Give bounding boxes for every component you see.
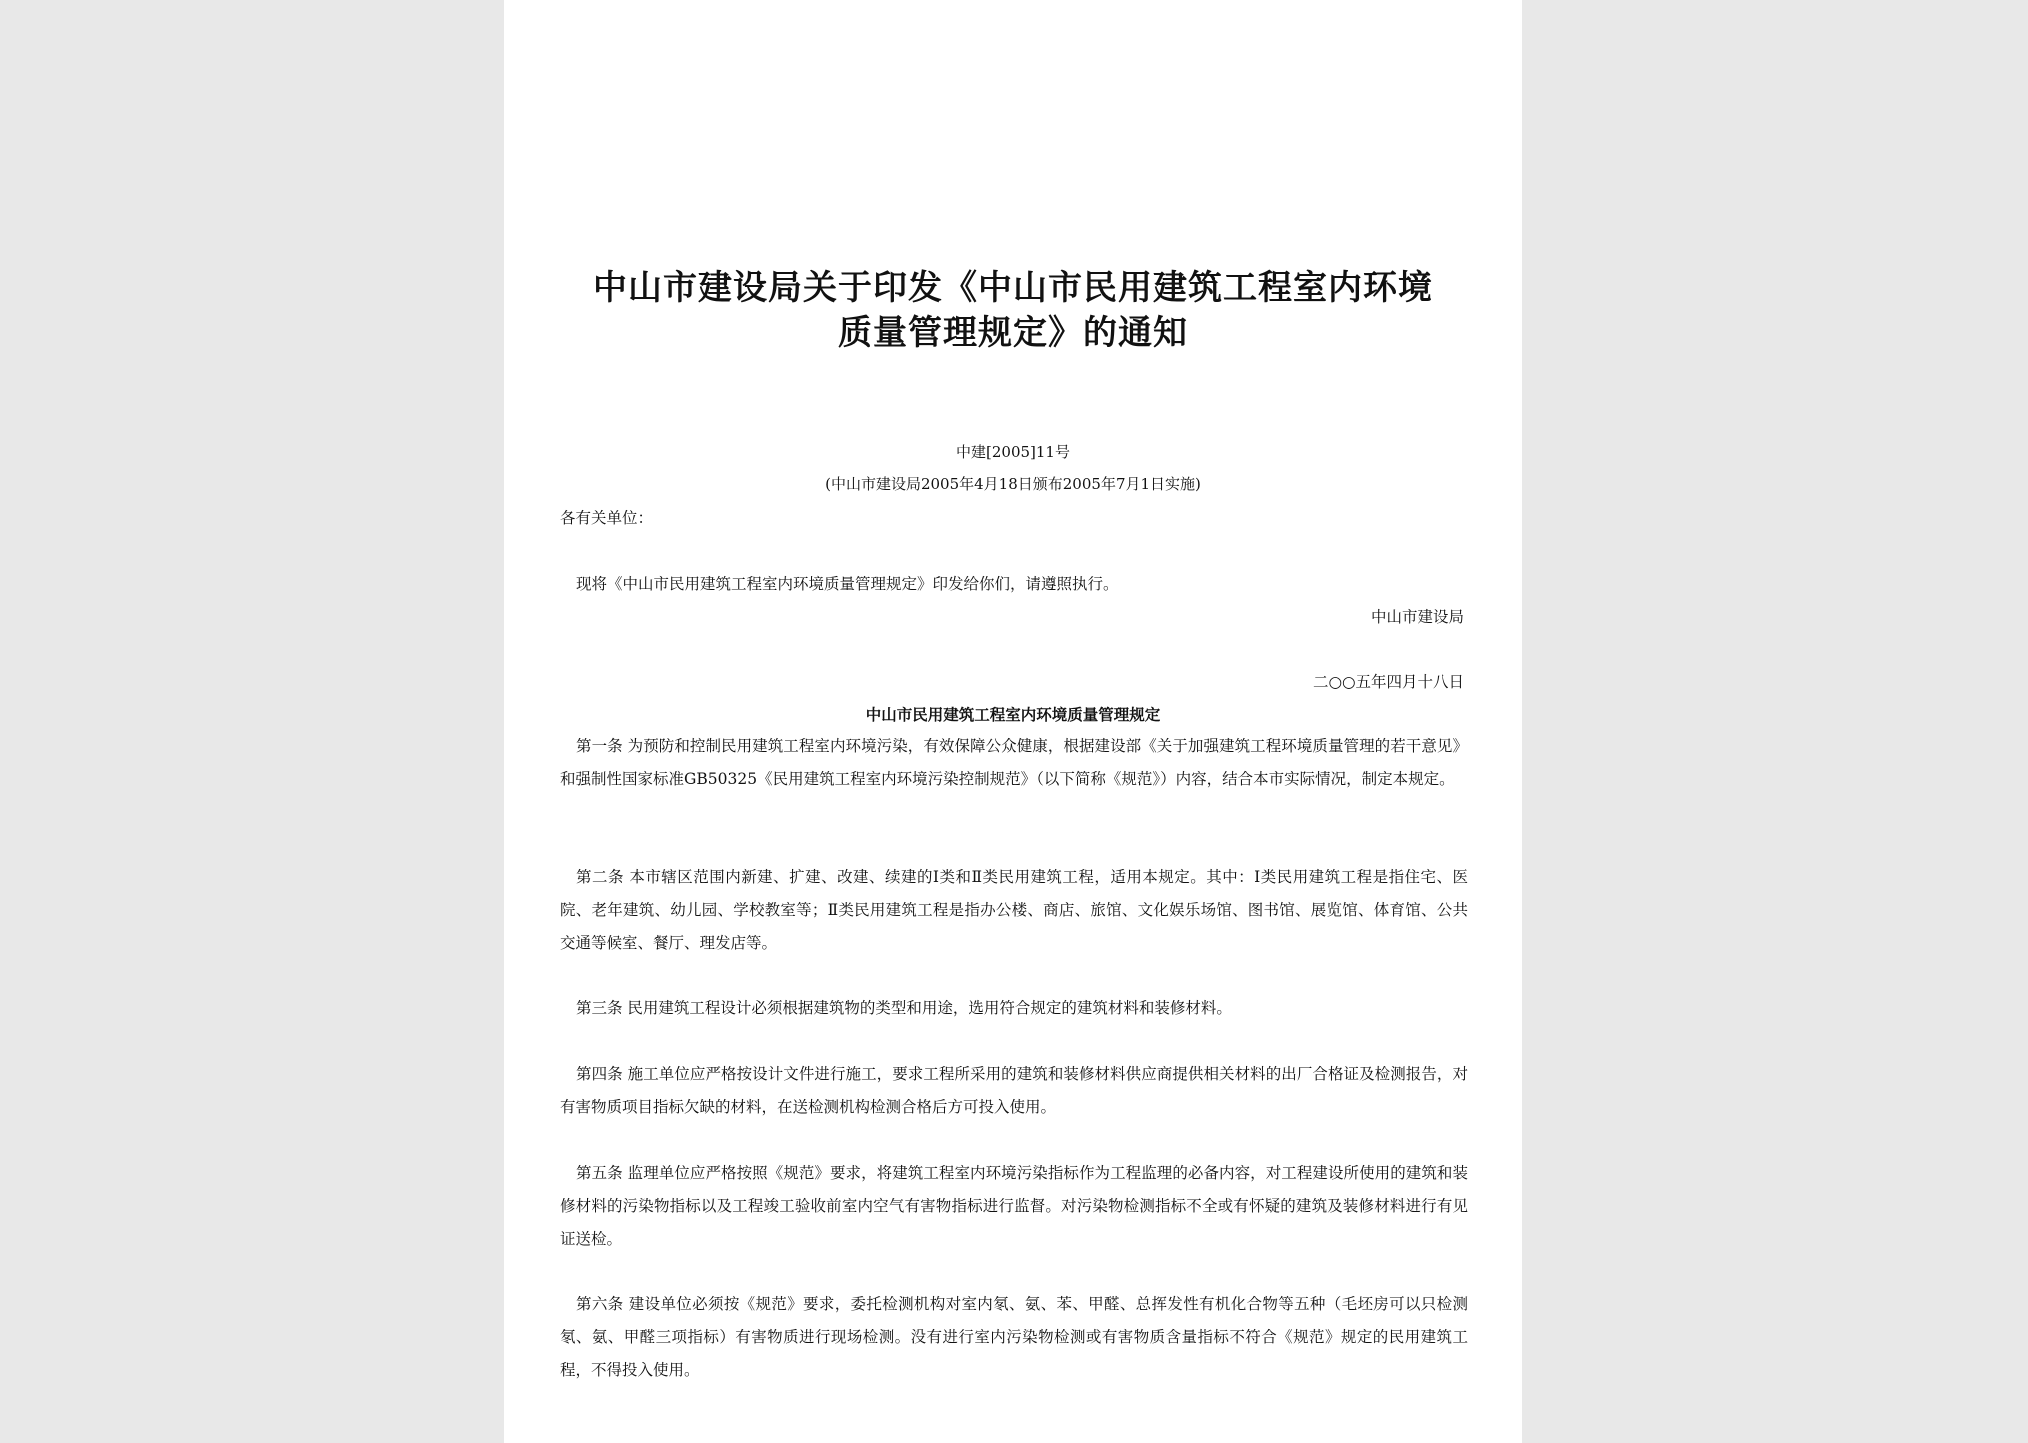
document-title-line-2: 质量管理规定》的通知 (838, 313, 1188, 353)
article-6: 第六条 建设单位必须按《规范》要求，委托检测机构对室内氡、氨、苯、甲醛、总挥发性有机化合物等五种（毛坯房可以只检测氡、氨、甲醛三项指标）有害物质进行现场检测。没有进行室内污染物检测或有害物质含量指标不符合《规范》规定的民用建筑工程，不得投入使用。 (560, 1295, 1468, 1379)
promulgation-note: (中山市建设局2005年4月18日颁布2005年7月1日实施) (825, 475, 1201, 493)
document-number: 中建[2005]11号 (956, 443, 1070, 461)
issuer-signature: 中山市建设局 (1370, 608, 1464, 626)
article-1: 第一条 为预防和控制民用建筑工程室内环境污染，有效保障公众健康，根据建设部《关于加强建筑工程环境质量管理的若干意见》和强制性国家标准GB50325《民用建筑工程室内环境污染控制规范》（以下简称《规范》）内容，结合本市实际情况，制定本规定。 (560, 737, 1468, 788)
document-page (504, 0, 1522, 1443)
document-title-line-1: 中山市建设局关于印发《中山市民用建筑工程室内环境 (593, 268, 1433, 308)
article-3: 第三条 民用建筑工程设计必须根据建筑物的类型和用途，选用符合规定的建筑材料和装修材料。 (576, 999, 1232, 1017)
regulation-title: 中山市民用建筑工程室内环境质量管理规定 (865, 705, 1161, 724)
salutation: 各有关单位： (560, 509, 654, 527)
article-2: 第二条 本市辖区范围内新建、扩建、改建、续建的Ⅰ类和Ⅱ类民用建筑工程，适用本规定。其中：Ⅰ类民用建筑工程是指住宅、医院、老年建筑、幼儿园、学校教室等；Ⅱ类民用建筑工程是指办公楼、商店、旅馆、文化娱乐场馆、图书馆、展览馆、体育馆、公共交通等候室、餐厅、理发店等。 (560, 868, 1468, 952)
article-5: 第五条 监理单位应严格按照《规范》要求，将建筑工程室内环境污染指标作为工程监理的必备内容，对工程建设所使用的建筑和装修材料的污染物指标以及工程竣工验收前室内空气有害物指标进行监督。对污染物检测指标不全或有怀疑的建筑及装修材料进行有见证送检。 (560, 1164, 1468, 1248)
intro-paragraph: 现将《中山市民用建筑工程室内环境质量管理规定》印发给你们，请遵照执行。 (576, 575, 1119, 593)
article-4: 第四条 施工单位应严格按设计文件进行施工，要求工程所采用的建筑和装修材料供应商提供相关材料的出厂合格证及检测报告，对有害物质项目指标欠缺的材料，在送检测机构检测合格后方可投入使用。 (560, 1065, 1468, 1116)
issue-date: 二○○五年四月十八日 (1312, 673, 1464, 691)
